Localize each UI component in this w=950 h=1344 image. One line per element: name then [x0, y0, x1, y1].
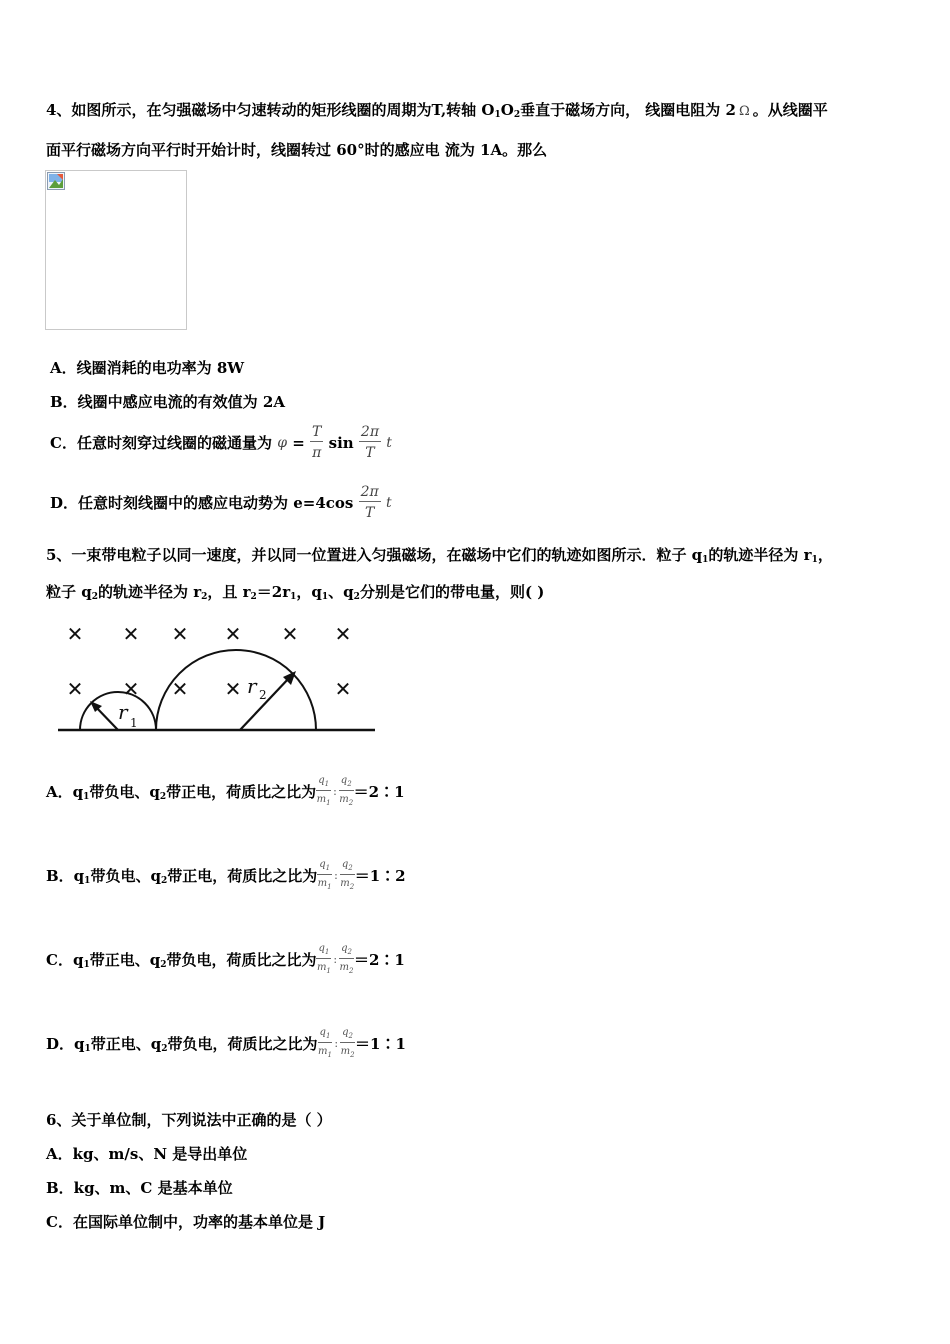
field-cross: ✕ — [122, 622, 140, 646]
fraction-t-over-pi: $\frac{T}{\pi}$ — [312, 424, 322, 461]
q4-option-a[interactable]: A．线圈消耗的电功率为 8W — [50, 359, 245, 377]
q4-option-c[interactable]: C．任意时刻穿过线圈的磁通量为 φ = $\frac{T}{\pi}$ sin $\frac{2\pi}{T}$ t — [50, 424, 392, 461]
field-cross: ✕ — [281, 622, 299, 646]
q5-stem-line2: 粒子 $q_2$的轨迹半径为 $r_2$，且 $r_2=2r_1$，$q_1$、$q_2$分别是它们的带电量，则( ) — [46, 583, 545, 602]
q5-option-c[interactable]: C．$q_1$带正电、$q_2$带负电，荷质比之比为 $\frac{q_1}{m_1}$ : $\frac{q_2}{m_2}$ ＝2∶1 — [46, 943, 405, 975]
fraction-2pi-over-t: $\frac{2\pi}{T}$ — [360, 484, 379, 521]
broken-image-icon — [47, 172, 65, 190]
q6-option-b[interactable]: B．kg、m、C 是基本单位 — [46, 1179, 233, 1197]
ratio-result: ＝2∶1 — [353, 783, 405, 801]
magnetic-field-figure — [50, 615, 385, 740]
q6-stem: 6、关于单位制，下列说法中正确的是（ ） — [46, 1111, 332, 1129]
field-cross: ✕ — [122, 677, 140, 701]
charge-mass-fraction-2: $\frac{q_2}{m_2}$ — [340, 859, 355, 891]
r2-sub: 2 — [259, 688, 267, 702]
ratio-result: ＝1∶2 — [354, 867, 406, 885]
ohm-symbol: Ω — [738, 104, 750, 119]
fraction-2pi-over-t: $\frac{2\pi}{T}$ — [360, 424, 380, 461]
field-cross: ✕ — [224, 622, 242, 646]
charge-mass-fraction-2: $\frac{q_2}{m_2}$ — [340, 1027, 355, 1059]
broken-image-placeholder — [45, 170, 187, 330]
charge-mass-fraction-1: $\frac{q_1}{m_1}$ — [317, 859, 332, 891]
charge-mass-fraction-2: $\frac{q_2}{m_2}$ — [339, 775, 354, 807]
field-cross: ✕ — [334, 677, 352, 701]
ratio-result: ＝1∶1 — [355, 1035, 406, 1053]
field-cross: ✕ — [66, 622, 84, 646]
field-cross: ✕ — [171, 622, 189, 646]
charge-mass-fraction-2: $\frac{q_2}{m_2}$ — [339, 943, 354, 975]
r1-label: r — [118, 700, 128, 724]
q5-option-d[interactable]: D．$q_1$带正电、$q_2$带负电，荷质比之比为 $\frac{q_1}{m_1}$ : $\frac{q_2}{m_2}$ ＝1∶1 — [46, 1027, 406, 1059]
q5-stem-line1: 5、一束带电粒子以同一速度，并以同一位置进入匀强磁场，在磁场中它们的轨迹如图所示．粒子 $q_1$的轨迹半径为 $r_1$， — [46, 546, 833, 565]
charge-mass-fraction-1: $\frac{q_1}{m_1}$ — [316, 775, 331, 807]
ratio-result: ＝2∶1 — [353, 951, 405, 969]
field-cross: ✕ — [224, 677, 242, 701]
field-cross: ✕ — [334, 622, 352, 646]
q6-option-a[interactable]: A．kg、m/s、N 是导出单位 — [46, 1145, 248, 1163]
q4-stem-line2: 面平行磁场方向平行时开始计时，线圈转过 60°时的感应电 流为 1A。那么 — [46, 141, 548, 159]
q6-option-c[interactable]: C．在国际单位制中，功率的基本单位是 J — [46, 1213, 326, 1231]
q4-option-d[interactable]: D．任意时刻线圈中的感应电动势为 e=4cos $\frac{2\pi}{T}$ t — [50, 484, 392, 521]
field-cross: ✕ — [171, 677, 189, 701]
q5-option-b[interactable]: B．$q_1$带负电、$q_2$带正电，荷质比之比为 $\frac{q_1}{m_1}$ : $\frac{q_2}{m_2}$ ＝1∶2 — [46, 859, 406, 891]
q4-stem-line1: 4、如图所示，在匀强磁场中匀速转动的矩形线圈的周期为T,转轴 $O_1O_2$垂直于磁场方向， 线圈电阻为 2 Ω 。从线圈平 — [46, 101, 828, 120]
r2-label: r — [247, 674, 257, 698]
field-cross: ✕ — [66, 677, 84, 701]
charge-mass-fraction-1: $\frac{q_1}{m_1}$ — [316, 943, 331, 975]
q5-option-a[interactable]: A．$q_1$带负电、$q_2$带正电，荷质比之比为 $\frac{q_1}{m_1}$ : $\frac{q_2}{m_2}$ ＝2∶1 — [46, 775, 405, 807]
q4-option-b[interactable]: B．线圈中感应电流的有效值为 2A — [50, 393, 285, 411]
r1-sub: 1 — [130, 716, 138, 730]
charge-mass-fraction-1: $\frac{q_1}{m_1}$ — [318, 1027, 332, 1059]
